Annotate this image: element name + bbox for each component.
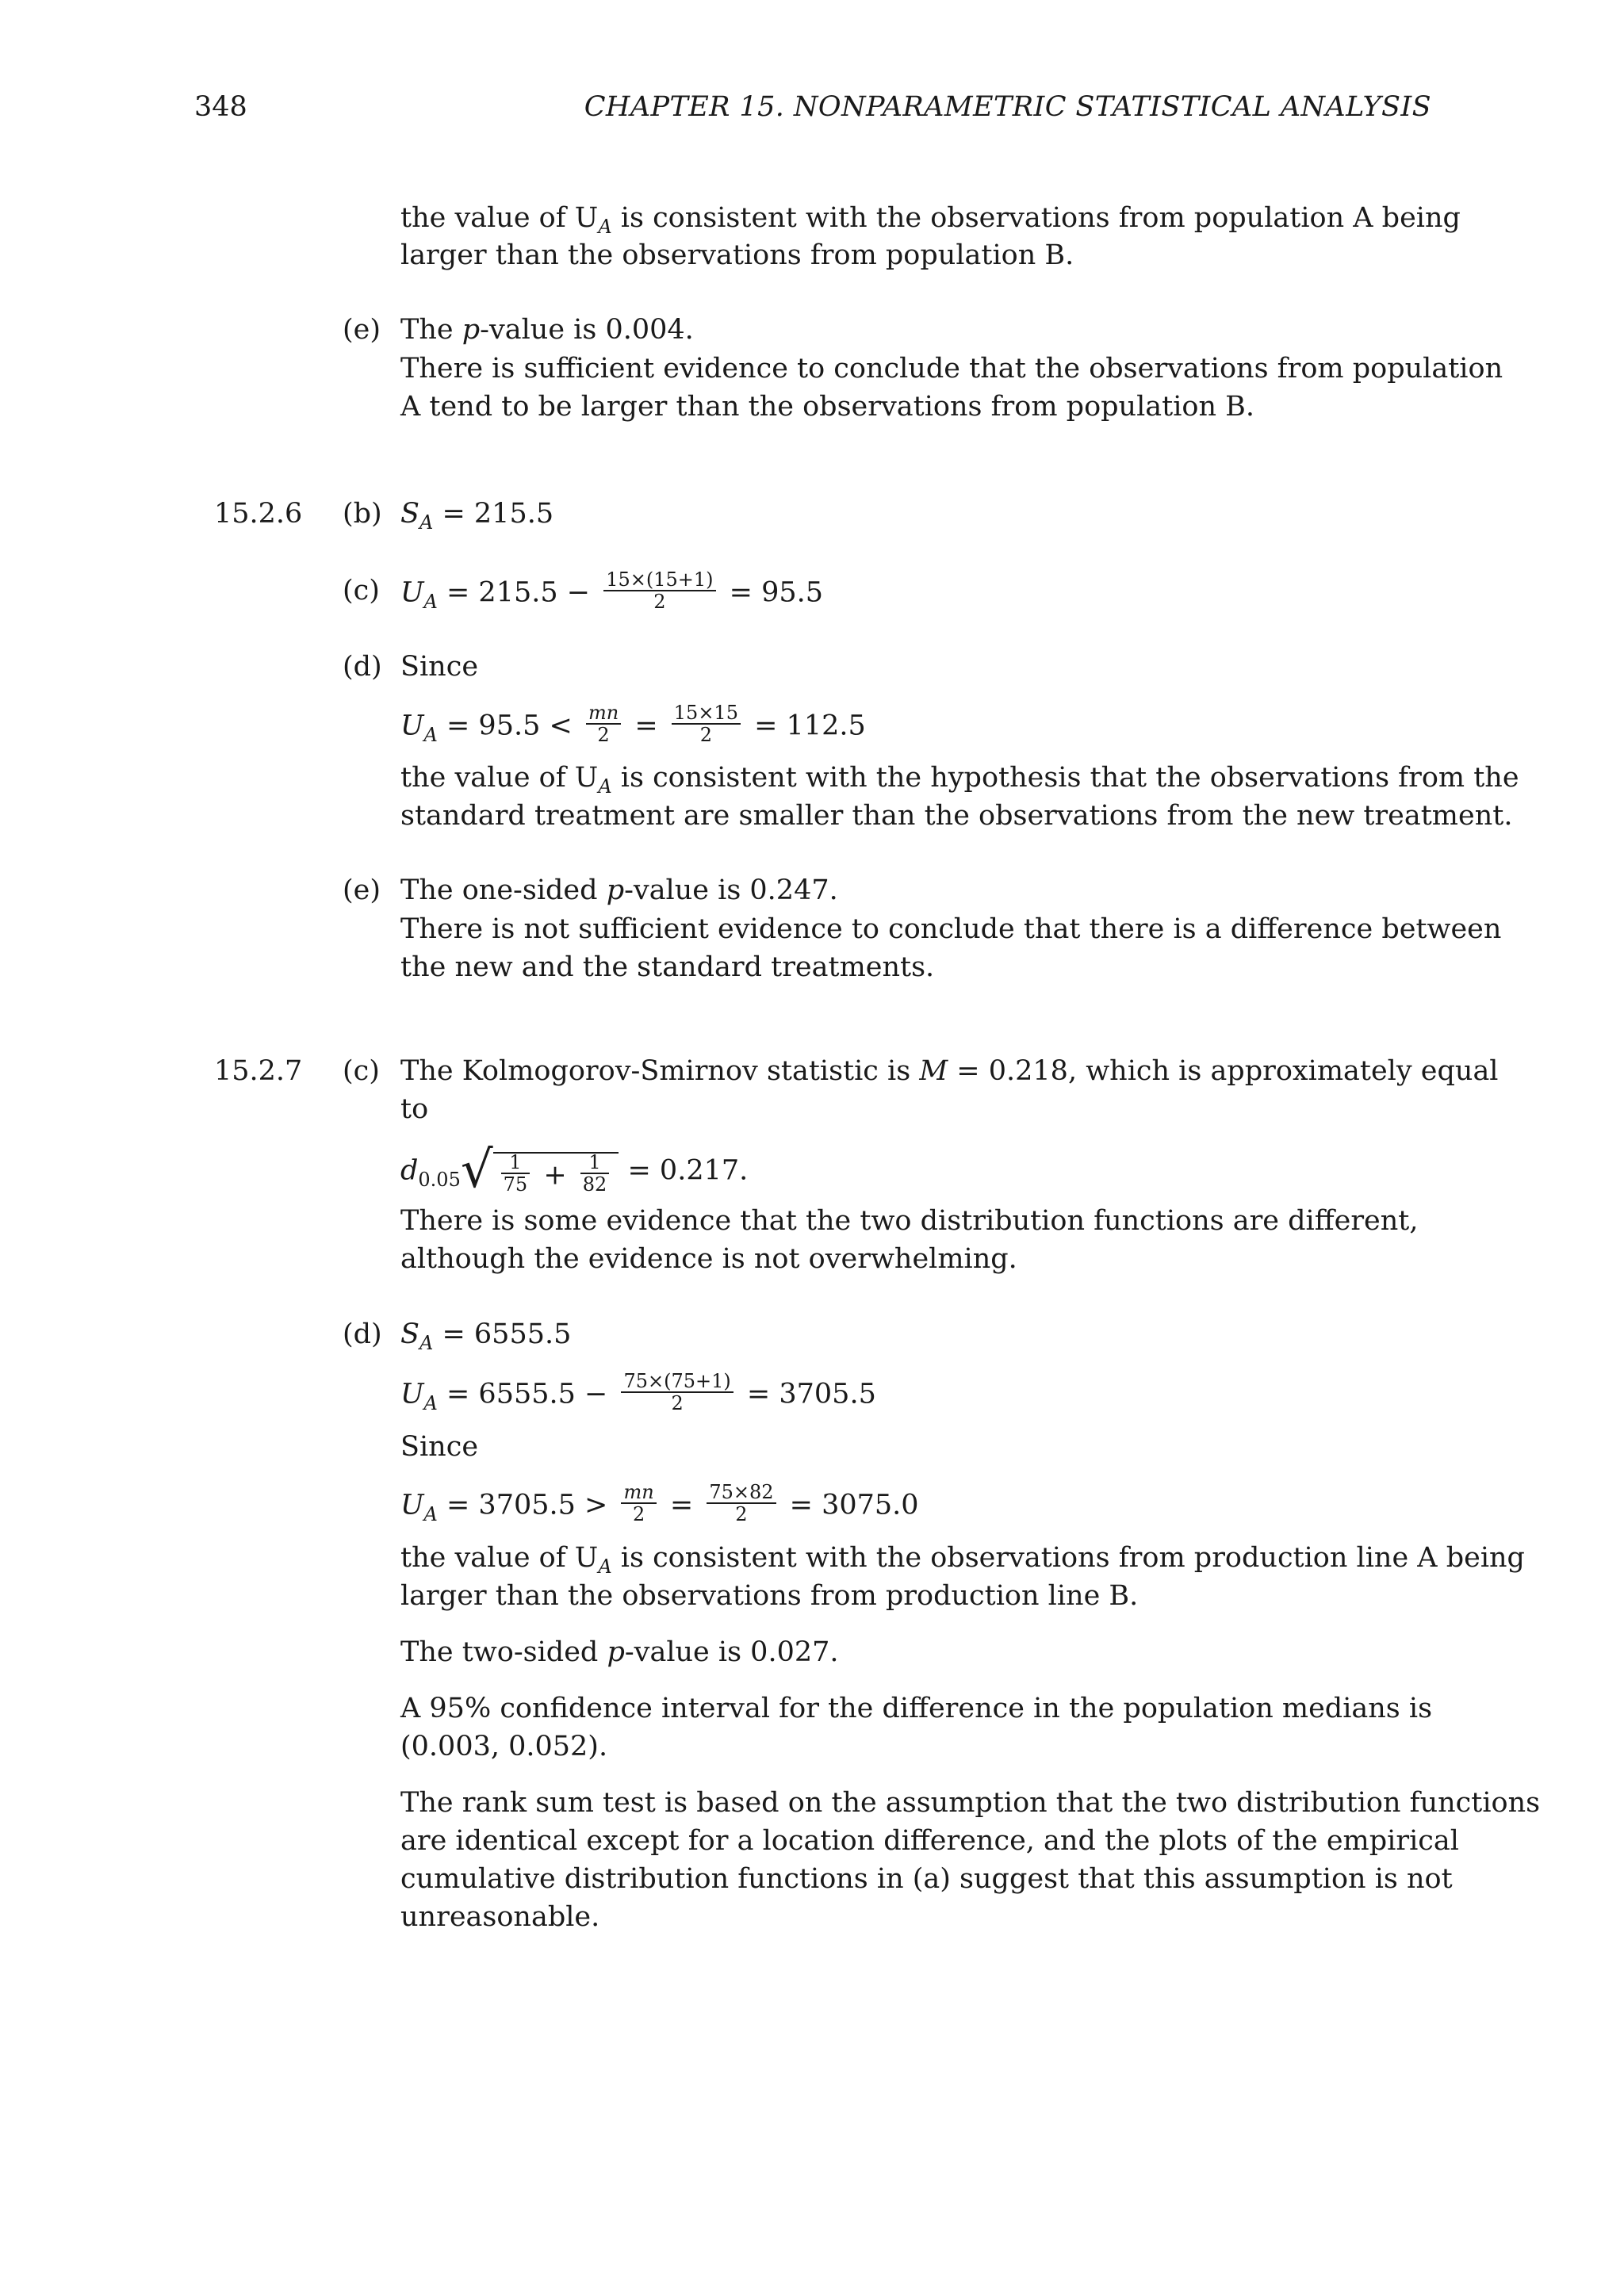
d-symbol: d [400, 1154, 419, 1187]
assumption-line-3: cumulative distribution functions in (a) suggest that this assumption is not [400, 1863, 1453, 1895]
fraction [603, 569, 715, 612]
numerator: 1 [501, 1152, 530, 1174]
text: is consistent with the observations from population A being [611, 202, 1461, 234]
text: the value of U [400, 1542, 599, 1574]
text: The [400, 314, 462, 346]
part-label-c: (c) [343, 575, 380, 607]
page-number: 348 [194, 91, 247, 123]
assumption-line-2: are identical except for a location difference, and the plots of the empirical [400, 1825, 1459, 1857]
subscript: A [419, 1332, 434, 1354]
pvalue-line [400, 1634, 839, 1671]
text: = 3705.5 > [437, 1489, 608, 1521]
fraction [621, 1371, 733, 1414]
numerator: 75×82 [707, 1482, 776, 1504]
subscript: 0.05 [418, 1168, 461, 1191]
continuation-line-2: larger than the observations from population B. [400, 239, 1074, 271]
denominator: 2 [671, 1392, 684, 1414]
u-symbol: U [400, 1378, 424, 1410]
numerator: mn [586, 702, 621, 725]
numerator: 15×15 [672, 702, 741, 725]
conclusion-line-2: A tend to be larger than the observations from population B. [400, 391, 1254, 423]
since-text: Since [400, 651, 479, 683]
part-label-b: (b) [343, 498, 382, 530]
interpretation-line-2: standard treatment are smaller than the observations from the new treatment. [400, 800, 1513, 832]
confidence-interval-line-1: A 95% confidence interval for the difference in the population medians is [400, 1693, 1433, 1724]
denominator: 2 [597, 724, 610, 746]
interpretation-line-1 [400, 1540, 1525, 1579]
subscript: A [598, 216, 612, 238]
u-symbol: U [400, 710, 424, 742]
text: = 6555.5 [433, 1318, 572, 1350]
since-text: Since [400, 1431, 479, 1463]
conclusion-line-1: There is sufficient evidence to conclude that the observations from population [400, 353, 1503, 385]
text: the value of U [400, 202, 599, 234]
part-label-c: (c) [343, 1055, 380, 1087]
text: = 112.5 [754, 710, 866, 742]
part-label-d: (d) [343, 651, 382, 683]
radical-sign: √ [460, 1141, 493, 1200]
m-symbol: M [919, 1055, 948, 1087]
radicand [493, 1152, 619, 1198]
ks-statistic-line-2: to [400, 1093, 429, 1125]
ks-statistic-line-1 [400, 1053, 1499, 1090]
conclusion-line-1: There is not sufficient evidence to conclude that there is a difference between [400, 913, 1502, 945]
subscript: A [423, 723, 438, 746]
fraction [586, 702, 621, 745]
p-symbol: p [462, 314, 481, 346]
pvalue-line [400, 312, 694, 349]
exercise-number-15-2-6: 15.2.6 [214, 498, 303, 530]
text: The two-sided [400, 1636, 607, 1668]
fraction [580, 1152, 610, 1195]
p-symbol: p [606, 874, 625, 906]
continuation-line-1 [400, 200, 1461, 239]
numerator: 1 [580, 1152, 610, 1174]
text: = 215.5 [433, 498, 554, 530]
equation-sa [400, 496, 553, 535]
text: -value is 0.027. [624, 1636, 839, 1668]
part-label-e: (e) [343, 874, 381, 906]
subscript: A [598, 775, 612, 798]
pvalue-line [400, 872, 838, 909]
part-label-e: (e) [343, 314, 381, 346]
conclusion-line-2: the new and the standard treatments. [400, 951, 935, 983]
assumption-line-1: The rank sum test is based on the assumption that the two distribution functions [400, 1787, 1541, 1819]
p-symbol: p [607, 1636, 625, 1668]
part-label-d: (d) [343, 1318, 382, 1350]
text: = 95.5 < [437, 710, 573, 742]
equation-sa [400, 1316, 571, 1356]
text: The one-sided [400, 874, 607, 906]
s-symbol: S [400, 498, 419, 530]
text: = 0.218, which is approximately equal [948, 1055, 1499, 1087]
square-root [460, 1141, 619, 1200]
text: = 3075.0 [789, 1489, 919, 1521]
text: = [669, 1489, 694, 1521]
denominator: 82 [582, 1173, 607, 1196]
fraction [501, 1152, 530, 1195]
text: = 3705.5 [746, 1378, 876, 1410]
text: the value of U [400, 762, 599, 794]
confidence-interval-line-2: (0.003, 0.052). [400, 1731, 608, 1762]
text: The Kolmogorov-Smirnov statistic is [400, 1055, 920, 1087]
running-head: CHAPTER 15. NONPARAMETRIC STATISTICAL ANALYSIS [584, 91, 1431, 123]
evidence-line-2: although the evidence is not overwhelming. [400, 1243, 1017, 1275]
subscript: A [423, 590, 438, 613]
text: = 6555.5 − [437, 1378, 608, 1410]
denominator: 2 [653, 591, 666, 613]
fraction [621, 1482, 656, 1525]
interpretation-line-1 [400, 760, 1519, 799]
text: = [634, 710, 658, 742]
subscript: A [598, 1556, 612, 1578]
equation-inequality [400, 702, 866, 748]
subscript: A [419, 511, 434, 534]
text: + [543, 1159, 567, 1192]
text: = 95.5 [729, 576, 824, 609]
fraction [672, 702, 741, 745]
denominator: 2 [632, 1503, 645, 1525]
numerator: 15×(15+1) [603, 569, 715, 591]
text: -value is 0.004. [480, 314, 694, 346]
denominator: 2 [735, 1503, 748, 1525]
exercise-number-15-2-7: 15.2.7 [214, 1055, 303, 1087]
u-symbol: U [400, 576, 424, 609]
text: -value is 0.247. [624, 874, 838, 906]
text: = 0.217. [627, 1154, 749, 1187]
text: is consistent with the observations from production line A being [611, 1542, 1525, 1574]
evidence-line-1: There is some evidence that the two distribution functions are different, [400, 1205, 1419, 1237]
critical-value-equation [400, 1141, 749, 1200]
denominator: 75 [503, 1173, 528, 1196]
assumption-line-4: unreasonable. [400, 1901, 600, 1933]
denominator: 2 [699, 724, 713, 746]
s-symbol: S [400, 1318, 419, 1350]
fraction [707, 1482, 776, 1525]
subscript: A [423, 1502, 438, 1525]
interpretation-line-2: larger than the observations from production line B. [400, 1580, 1139, 1612]
text: is consistent with the hypothesis that the observations from the [611, 762, 1519, 794]
subscript: A [423, 1391, 438, 1414]
u-symbol: U [400, 1489, 424, 1521]
equation-inequality [400, 1481, 919, 1528]
equation-ua [400, 568, 824, 615]
numerator: 75×(75+1) [621, 1371, 733, 1393]
numerator: mn [621, 1482, 656, 1504]
equation-ua [400, 1370, 876, 1417]
text: = 215.5 − [437, 576, 591, 609]
